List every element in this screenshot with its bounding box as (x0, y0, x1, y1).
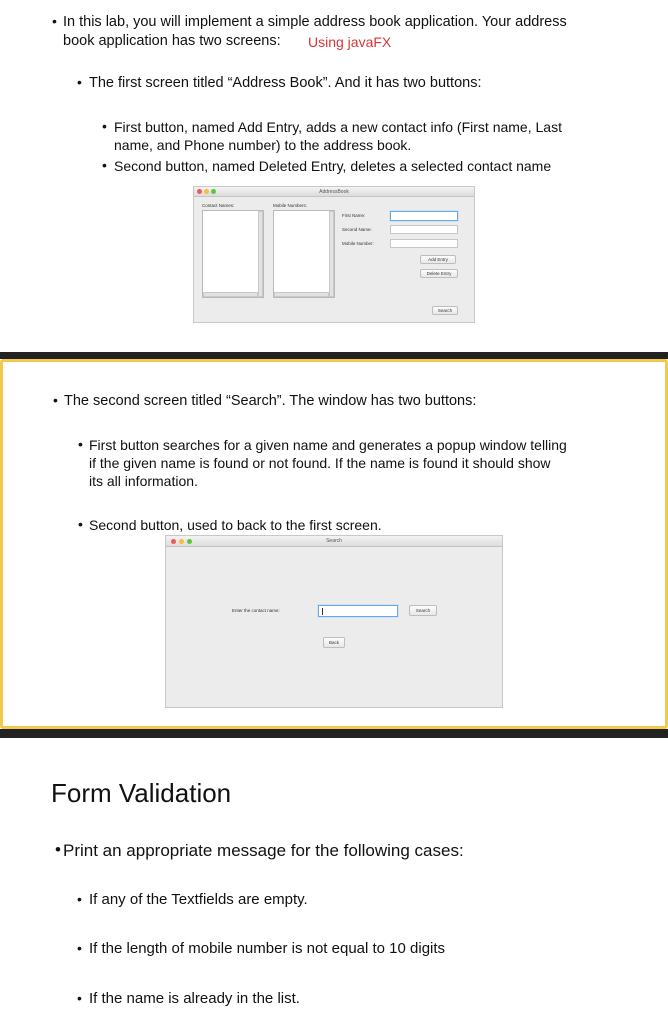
contact-names-list[interactable] (202, 210, 264, 298)
screen2-description: The second screen titled “Search”. The window has two buttons: (64, 393, 477, 409)
case-empty-fields: If any of the Textfields are empty. (89, 891, 308, 908)
horizontal-scrollbar[interactable] (203, 292, 258, 297)
first-name-field[interactable] (390, 211, 458, 221)
section-form-validation (0, 738, 668, 1024)
search-window (165, 535, 503, 708)
add-entry-button[interactable]: Add Entry (420, 255, 456, 264)
mobile-numbers-list[interactable] (273, 210, 335, 298)
contact-name-input[interactable] (318, 605, 398, 617)
screen1-description: The first screen titled “Address Book”. And it has two buttons: (89, 75, 482, 91)
first-name-label: First Name: (342, 213, 366, 218)
second-name-field[interactable] (390, 225, 458, 234)
back-button[interactable]: Back (323, 637, 345, 648)
page-title: Form Validation (51, 778, 232, 808)
window-title: Search (326, 538, 342, 544)
case-duplicate-name: If the name is already in the list. (89, 990, 300, 1007)
add-entry-desc-2: name, and Phone number) to the address book. (114, 137, 412, 153)
case-mobile-length: If the length of mobile number is not equal to 10 digits (89, 940, 446, 957)
bullet-icon: • (77, 940, 82, 956)
search-desc-3: its all information. (89, 473, 198, 489)
horizontal-scrollbar[interactable] (274, 292, 329, 297)
mobile-numbers-label: Mobile Numbers: (273, 203, 308, 208)
bullet-icon: • (77, 74, 82, 90)
back-desc: Second button, used to back to the first screen. (89, 517, 382, 533)
mobile-number-label: Mobile Number: (342, 241, 374, 246)
intro-line-1: In this lab, you will implement a simple address book application. Your address (63, 14, 567, 30)
bullet-icon: • (52, 13, 57, 29)
validation-intro: Print an appropriate message for the following cases: (63, 841, 464, 860)
add-entry-desc-1: First button, named Add Entry, adds a new contact info (First name, Last (114, 119, 562, 135)
intro-line-2: book application has two screens: (63, 33, 281, 49)
search-button[interactable]: Search (432, 306, 458, 315)
bullet-icon: • (78, 436, 83, 452)
search-desc-2: if the given name is found or not found. If the name is found it should show (89, 455, 551, 471)
second-name-label: Second Name: (342, 227, 372, 232)
javafx-note: Using javaFX (308, 34, 392, 50)
section-address-book (0, 0, 668, 352)
window-titlebar (166, 536, 502, 547)
contact-names-label: Contact Names: (202, 203, 235, 208)
bullet-icon: • (102, 157, 107, 173)
address-book-window (193, 186, 475, 323)
bullet-icon: • (78, 516, 83, 532)
separator (0, 729, 668, 738)
mobile-number-field[interactable] (390, 239, 458, 248)
vertical-scrollbar[interactable] (258, 211, 263, 297)
bullet-icon: • (53, 392, 58, 408)
window-title: AddressBook (319, 189, 349, 195)
window-titlebar (194, 187, 474, 197)
delete-entry-button[interactable]: Delete Entry (420, 269, 458, 278)
section-search (0, 359, 668, 729)
bullet-icon: • (102, 118, 107, 134)
text-cursor (322, 608, 323, 615)
separator (0, 352, 668, 359)
search-desc-1: First button searches for a given name and generates a popup window telling (89, 437, 567, 453)
bullet-icon: • (77, 990, 82, 1006)
vertical-scrollbar[interactable] (329, 211, 334, 297)
bullet-icon: • (55, 840, 61, 859)
delete-entry-desc: Second button, named Deleted Entry, deletes a selected contact name (114, 158, 552, 174)
contact-name-label: Enter the contact name: (232, 608, 280, 613)
bullet-icon: • (77, 891, 82, 907)
search-button[interactable]: Search (409, 605, 437, 616)
